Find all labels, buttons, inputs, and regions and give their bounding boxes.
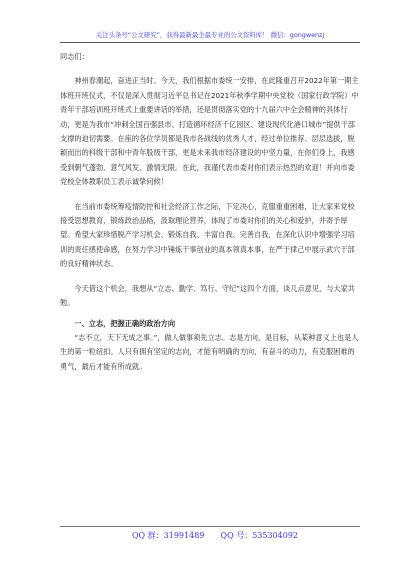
paragraph-4: “志不立，天下无成之事。”，做人做事须先立志。志是方向，是目标，从某种意义上也是人生的第一粒纽扣。人只有拥有坚定的志向，才能有明确的方向，有奋斗的动力，有克服困难的勇气，最后才能有所成就。 <box>60 332 359 371</box>
salutation: 同志们： <box>60 52 89 61</box>
paragraph-3: 今天借这个机会，我想从“立志、勤学、笃行、守纪”这四个方面，谈几点意见，与大家共勉。 <box>60 283 355 308</box>
page-header: 关注头条号“公文研究”，获得最新最全最专业的公文资料库！ 微信：gongwenzj <box>95 31 325 39</box>
header-divider <box>60 42 360 43</box>
footer-divider <box>60 526 360 527</box>
paragraph-2: 在当前市委统筹疫情防控和社会经济工作之际，下定决心，克服重重困难，让大家来党校接受思想教育，锻炼政治品格，汲取理论营养，体现了市委对你们的关心和爱护，并寄予厚望。希望大家珍惜脱产学习机会、锻炼自我、丰富自我、完善自我，在深化认识中增强学习培训的责任感使命感，在努力学习中锤炼干事创业的真本领真本事，在严于律己中展示武穴干部的良好精神状态。 <box>60 201 355 269</box>
footer-qq-number: QQ 号：535304092 <box>220 531 298 540</box>
paragraph-1: 神州春潮起，奋进正当时。今天，我们根据市委统一安排，在此隆重召开2022年第一期主体班开班仪式，不仅是深入贯彻习近平总书记在2021年秋季学期中央党校（国家行政学院）中青年干部培训班开班式上重要讲话的举措，还是贯彻落实党的十九届六中全会精神的具体行动，更是为我市“冲刺全国百强县市、打造循环经济千亿园区、建设现代化港口城市”提供干部支撑的迫切需要。在座的各位学员都是我市各战线的优秀人才，经过单位推荐、层层选拔，脱颖而出的科级干部和中青年股级干部，更是未来我市经济建设的中坚力量，在你们身上，我感受到朝气蓬勃、意气风发、激情无限。在此，我谨代表市委对你们表示热烈的欢迎！并向市委党校全体教职员工表示诚挚问候！ <box>60 76 359 187</box>
section-heading: 一、立志，把握正确的政治方向 <box>74 318 176 328</box>
footer-qq-group: QQ 群：31991489 <box>132 531 205 540</box>
page-footer <box>60 530 360 541</box>
document-body <box>60 50 360 374</box>
